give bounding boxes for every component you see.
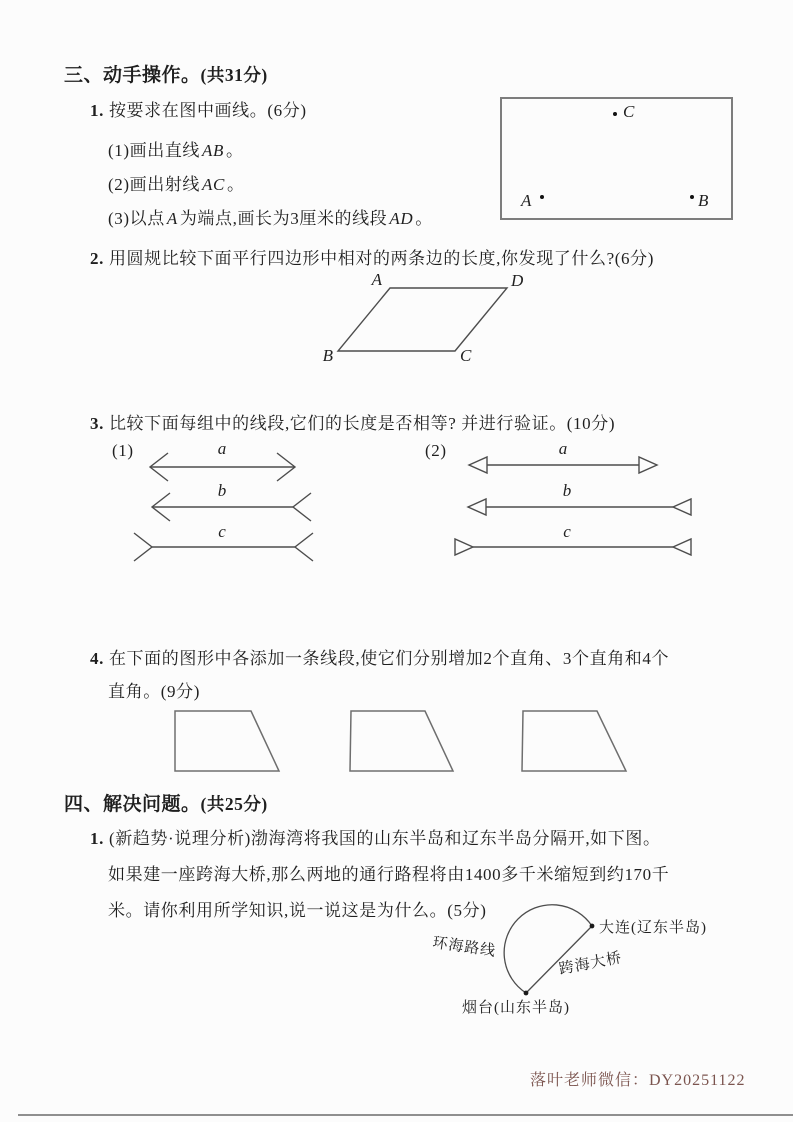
line-2b-left-triangle [468, 499, 486, 515]
parallelogram-figure [300, 272, 540, 367]
yantai-dot [524, 991, 529, 996]
q1-sub3-text-b: 为端点,画长为3厘米的线段 [179, 209, 388, 228]
q4-text-line1 [90, 644, 669, 669]
q1-sub3-math-a: A [166, 209, 178, 228]
line-group-1-figure [130, 438, 365, 566]
vertex-c-label: C [460, 346, 472, 365]
q1-number: 1. [90, 101, 104, 120]
q3-group1-label: (1) [112, 441, 134, 460]
q1-sub2-math: AC [202, 175, 225, 194]
q4-label-line1: 在下面的图形中各添加一条线段,使它们分别增加2个直角、3个直角和4个 [108, 649, 670, 668]
q1-sub2-period: 。 [226, 175, 245, 194]
line-2a-left-triangle [469, 457, 487, 473]
q3-group2-label: (2) [425, 441, 447, 460]
line-2c-right-triangle [673, 539, 691, 555]
section-4-heading [64, 789, 268, 816]
section-3-score: (共31分) [200, 65, 268, 85]
q1-subitem-3 [108, 204, 433, 229]
point-c-label: C [623, 102, 635, 121]
q4-number: 4. [90, 649, 104, 668]
line-2c-left-triangle [455, 539, 473, 555]
q1-text [90, 96, 307, 121]
s4q1-text-line2: 如果建一座跨海大桥,那么两地的通行路程将由1400多千米缩短到约170千 [108, 865, 670, 884]
q1-drawing-box [500, 97, 733, 220]
q2-number: 2. [90, 249, 104, 268]
q2-label: 用圆规比较下面平行四边形中相对的两条边的长度,你发现了什么?(6分) [108, 249, 654, 268]
dalian-dot [590, 924, 595, 929]
section-3-heading [64, 60, 268, 87]
vertex-d-label: D [511, 272, 524, 290]
footer-watermark: 落叶老师微信：DY20251122 [530, 1072, 746, 1089]
trapezoid-2 [350, 711, 453, 771]
parallelogram-shape [338, 288, 507, 351]
point-a-label: A [521, 191, 532, 210]
section-4-score: (共25分) [200, 794, 268, 814]
line-1a-label: a [217, 439, 227, 458]
s4q1-text-line1 [90, 824, 661, 849]
line-2b-right-triangle [673, 499, 691, 515]
trapezoid-3 [522, 711, 626, 771]
point-b-label: B [698, 191, 709, 210]
line-1c-left-fins [134, 533, 152, 561]
q1-sub1-period: 。 [226, 141, 244, 160]
yantai-label: 烟台(山东半岛) [462, 1000, 570, 1016]
line-1b-label: b [217, 481, 227, 500]
q1-sub3-text-a: (3)以点 [108, 209, 165, 228]
q1-subitem-1 [108, 136, 244, 161]
line-1c-label: c [218, 522, 226, 541]
section-3-title: 三、动手操作。 [64, 65, 201, 86]
bottom-rule [18, 1114, 793, 1116]
line-2b-label: b [562, 481, 572, 500]
s4q1-number: 1. [90, 829, 104, 848]
trapezoid-1 [175, 711, 279, 771]
line-1b-right-fins [293, 493, 311, 521]
point-b-dot [690, 195, 694, 199]
point-a-dot [540, 195, 544, 199]
s4q1-label-line1: 渤海湾将我国的山东半岛和辽东半岛分隔开,如下图。 [250, 829, 661, 848]
q1-subitem-2 [108, 170, 245, 195]
line-2c-label: c [563, 522, 571, 541]
section-4-title: 四、解决问题。 [64, 794, 201, 815]
q3-number: 3. [90, 414, 104, 433]
q1-sub3-period: 。 [415, 209, 433, 228]
bridge-label: 跨海大桥 [557, 950, 624, 978]
dalian-label: 大连(辽东半岛) [599, 920, 707, 936]
line-2a-label: a [558, 439, 568, 458]
line-2a-right-triangle [639, 457, 657, 473]
q2-text [90, 244, 654, 269]
s4q1-text-line3: 米。请你利用所学知识,说一说这是为什么。(5分) [108, 901, 487, 920]
q3-text [90, 409, 615, 434]
vertex-a-label: A [371, 272, 382, 289]
coastal-route-label: 环海路线 [431, 935, 498, 960]
line-1c-right-fins [295, 533, 313, 561]
coastal-route-arc [504, 905, 592, 993]
bay-diagram [420, 895, 760, 1025]
vertex-b-label: B [322, 346, 333, 365]
q3-label: 比较下面每组中的线段,它们的长度是否相等? 并进行验证。(10分) [108, 414, 616, 433]
q1-sub3-math-b: AD [389, 209, 414, 228]
trapezoids-figure [160, 700, 640, 780]
q1-label: 按要求在图中画线。(6分) [108, 101, 307, 120]
q1-sub1-math: AB [202, 141, 224, 160]
s4q1-tag: (新趋势·说理分析) [108, 829, 251, 848]
q1-sub1-text: (1)画出直线 [108, 141, 201, 160]
line-group-2-figure [445, 438, 697, 566]
q4-text-line2: 直角。(9分) [108, 682, 201, 701]
q1-sub2-text: (2)画出射线 [108, 175, 201, 194]
point-c-dot [613, 112, 617, 116]
